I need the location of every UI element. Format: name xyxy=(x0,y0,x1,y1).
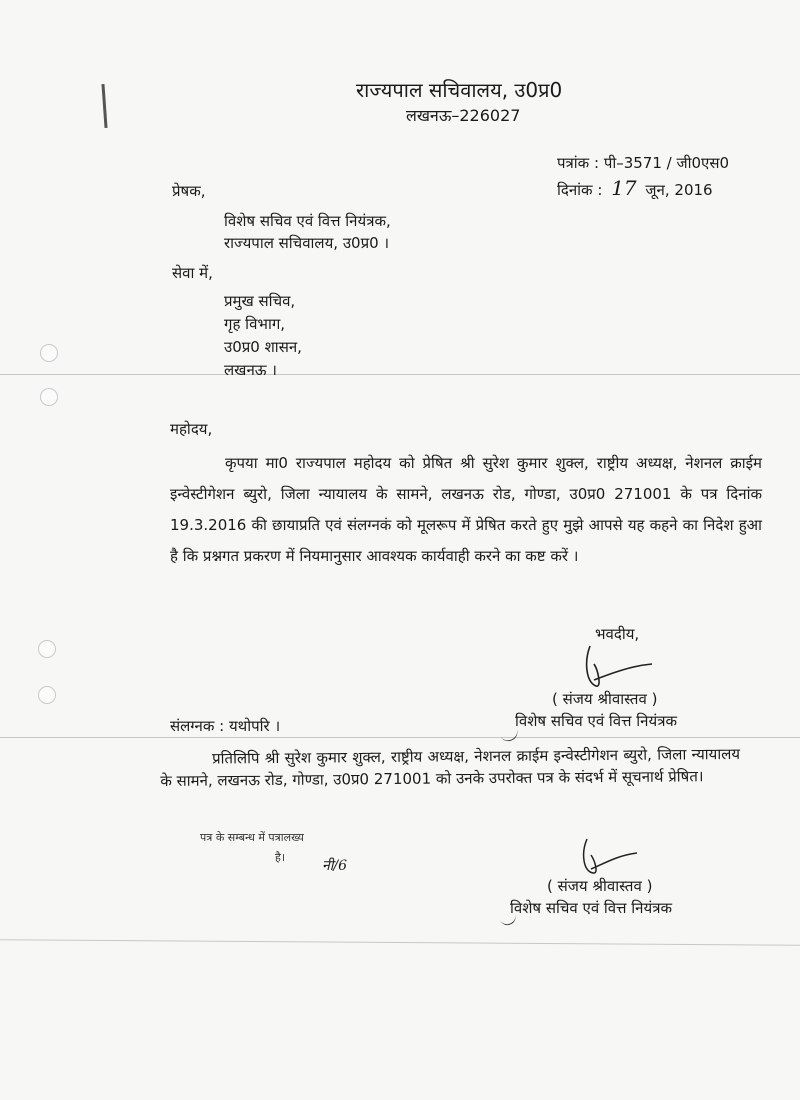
signatory-designation: विशेष सचिव एवं वित्त नियंत्रक xyxy=(515,712,677,730)
city-pincode: लखनऊ–226027 xyxy=(406,106,521,125)
punch-hole xyxy=(38,686,56,704)
binding-mark xyxy=(101,84,107,128)
body-paragraph xyxy=(170,448,762,572)
handwritten-note: पत्र के सम्बन्ध में पत्रालख्य xyxy=(200,831,304,844)
date-rest: जून, 2016 xyxy=(645,181,713,199)
punch-hole xyxy=(38,640,56,658)
handwritten-initial: नी/6 xyxy=(322,858,348,874)
sender-label: प्रेषक, xyxy=(172,182,206,200)
handwritten-note: है। xyxy=(275,851,286,864)
punch-hole xyxy=(40,344,58,362)
sender-line: विशेष सचिव एवं वित्त नियंत्रक, xyxy=(224,212,391,230)
sender-line: राज्यपाल सचिवालय, उ0प्र0 । xyxy=(224,234,390,252)
letter-date xyxy=(557,176,713,200)
copy-text: प्रतिलिपि श्री सुरेश कुमार शुक्ल, राष्ट्रीय अध्यक्ष, नेशनल क्राईम इन्वेस्टीगेशन ब्युरो, जिला न्यायालय के सामने, लखनऊ रोड, गोण्डा, उ0प्र0 271001 को उनके उपरोक्त पत्र के संदर्भ में सूचनार्थ प्रेषित। xyxy=(160,744,741,790)
fold-line xyxy=(0,737,800,738)
recipient-line: प्रमुख सचिव, xyxy=(224,292,296,310)
punch-hole xyxy=(40,388,58,406)
fold-line xyxy=(0,374,800,375)
recipient-line: उ0प्र0 शासन, xyxy=(224,338,302,356)
patrank-label: पत्रांक : xyxy=(557,154,600,172)
recipient-line: लखनऊ । xyxy=(224,361,277,379)
closing-word: भवदीय, xyxy=(595,625,640,643)
copy-signatory-name: ( संजय श्रीवास्तव ) xyxy=(547,877,653,895)
letter-number xyxy=(557,154,729,172)
office-title: राज्यपाल सचिवालय, उ0प्र0 xyxy=(356,78,563,102)
body-text: कृपया मा0 राज्यपाल महोदय को प्रेषित श्री सुरेश कुमार शुक्ल, राष्ट्रीय अध्यक्ष, नेशनल क्राईम इन्वेस्टीगेशन ब्युरो, जिला न्यायालय के सामने, लखनऊ रोड, गोण्डा, उ0प्र0 271001 के पत्र दिनांक 19.3.2016 की छायाप्रति एवं संलग्नकं को मूलरूप में प्रेषित करते हुए मुझे आपसे यह कहने का निदेश हुआ है कि प्रश्नगत प्रकरण में नियमानुसार आवश्यक कार्यवाही करने का कष्ट करें । xyxy=(170,454,762,565)
signatory-name: ( संजय श्रीवास्तव ) xyxy=(552,690,658,708)
salutation: महोदय, xyxy=(170,420,213,438)
recipient-line: गृह विभाग, xyxy=(224,315,286,333)
enclosure-note: संलग्नक : यथोपरि । xyxy=(170,717,281,735)
recipient-label: सेवा में, xyxy=(172,264,213,282)
fold-line xyxy=(0,939,800,946)
copy-paragraph xyxy=(160,743,740,792)
date-day-handwritten: 17 xyxy=(611,176,637,200)
copy-signatory-designation: विशेष सचिव एवं वित्त नियंत्रक xyxy=(510,899,672,917)
patrank-value: पी–3571 / जी0एस0 xyxy=(603,154,730,172)
date-label: दिनांक : xyxy=(557,181,603,199)
